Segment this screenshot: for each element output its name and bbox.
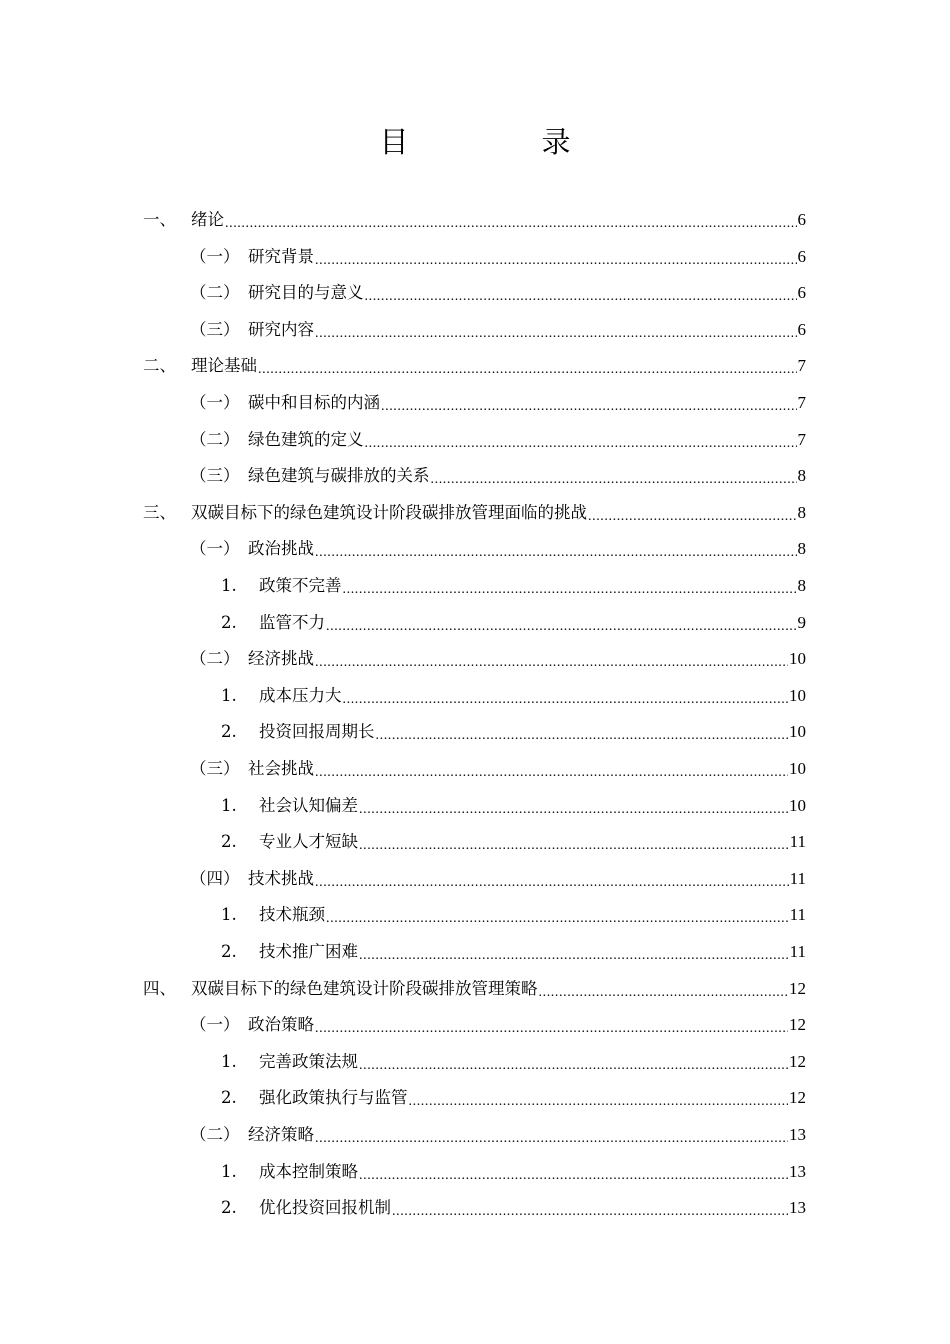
toc-entry[interactable] [190, 641, 806, 677]
dot-leader [315, 312, 797, 348]
dot-leader [539, 971, 789, 1007]
toc-entry[interactable] [143, 495, 806, 531]
dot-leader [359, 1044, 788, 1080]
toc-entry-title: 双碳目标下的绿色建筑设计阶段碳排放管理面临的挑战 [191, 502, 587, 522]
toc-entry-page: 10 [789, 649, 806, 669]
toc-entry-title: 投资回报周期长 [259, 722, 375, 742]
toc-entry-number: 1. [221, 905, 237, 925]
toc-entry-title: 绿色建筑的定义 [248, 429, 364, 449]
toc-entry-title: 社会挑战 [248, 759, 314, 778]
toc-entry-page: 8 [797, 539, 806, 559]
toc-entry[interactable] [221, 824, 806, 860]
toc-entry-number: 1. [221, 795, 237, 815]
dot-leader [315, 1117, 788, 1153]
toc-entry-number: （二） [190, 1125, 240, 1144]
toc-entry-page: 8 [797, 502, 806, 522]
toc-entry-title: 成本控制策略 [259, 1161, 358, 1181]
dot-leader [431, 458, 797, 494]
toc-entry-page: 13 [789, 1198, 806, 1218]
toc-entry-number: （一） [190, 393, 240, 412]
dot-leader [359, 1154, 788, 1190]
toc-entry-page: 10 [789, 722, 806, 742]
toc-entry-page: 11 [789, 868, 806, 888]
toc-entry-page: 6 [797, 210, 806, 229]
toc-entry-title: 政治策略 [248, 1015, 314, 1035]
toc-entry-title: 研究内容 [248, 319, 314, 339]
toc-entry-number: 三、 [143, 502, 176, 522]
toc-entry-number: 1. [221, 576, 237, 595]
dot-leader [359, 788, 788, 824]
toc-entry-number: 一、 [143, 210, 176, 229]
toc-entry-title: 技术瓶颈 [259, 905, 325, 925]
toc-entry[interactable] [190, 312, 806, 348]
dot-leader [588, 495, 797, 531]
toc-entry[interactable] [190, 1117, 806, 1153]
dot-leader [225, 202, 797, 238]
toc-entry[interactable] [143, 202, 806, 238]
dot-leader [326, 605, 797, 641]
toc-entry-number: 2. [221, 612, 237, 632]
dot-leader [381, 385, 797, 421]
toc-entry-number: （三） [190, 759, 240, 778]
toc-entry-page: 13 [789, 1161, 806, 1181]
toc-entry-title: 政策不完善 [259, 576, 342, 595]
toc-entry[interactable] [190, 239, 806, 275]
toc-entry-page: 12 [789, 1051, 806, 1071]
toc-entry-page: 12 [789, 1015, 806, 1035]
toc-entry-title: 理论基础 [191, 356, 257, 376]
toc-entry-title: 双碳目标下的绿色建筑设计阶段碳排放管理策略 [191, 978, 538, 998]
toc-entry[interactable] [221, 1154, 806, 1190]
toc-entry[interactable] [221, 678, 806, 714]
toc-entry[interactable] [221, 714, 806, 750]
toc-entry-page: 7 [797, 356, 806, 376]
toc-entry-page: 8 [797, 576, 806, 595]
toc-entry-number: 2. [221, 1198, 237, 1218]
dot-leader [315, 531, 797, 567]
toc-entry-page: 12 [789, 1088, 806, 1108]
dot-leader [359, 934, 789, 970]
dot-leader [359, 824, 789, 860]
toc-entry[interactable] [190, 422, 806, 458]
toc-entry-title: 强化政策执行与监管 [259, 1088, 408, 1108]
toc-entry-page: 7 [797, 429, 806, 449]
toc-entry-title: 技术挑战 [248, 868, 314, 888]
dot-leader [315, 1007, 788, 1043]
dot-leader [409, 1080, 789, 1116]
toc-entry-page: 12 [789, 978, 806, 998]
toc-entry-number: 1. [221, 1161, 237, 1181]
toc-entry-number: 1. [221, 685, 237, 705]
toc-entry-page: 10 [789, 759, 806, 778]
page-title: 目 录 [379, 125, 623, 159]
toc-entry-number: 2. [221, 832, 237, 852]
dot-leader [392, 1190, 788, 1226]
toc-entry-number: 2. [221, 942, 237, 961]
toc-entry-page: 13 [789, 1125, 806, 1144]
toc-entry-page: 7 [797, 393, 806, 412]
toc-entry-title: 绿色建筑与碳排放的关系 [248, 466, 430, 486]
toc-entry[interactable] [143, 971, 806, 1007]
dot-leader [343, 568, 797, 604]
dot-leader [365, 275, 797, 311]
toc-entry[interactable] [190, 275, 806, 311]
toc-entry[interactable] [221, 934, 806, 970]
toc-entry-number: （三） [190, 319, 240, 339]
toc-entry-title: 经济策略 [248, 1125, 314, 1144]
toc-entry[interactable] [190, 458, 806, 494]
dot-leader [258, 348, 797, 384]
toc-entry-number: （二） [190, 429, 240, 449]
toc-entry-number: （二） [190, 649, 240, 669]
dot-leader [315, 751, 788, 787]
toc-entry[interactable] [221, 788, 806, 824]
toc-entry[interactable] [221, 1044, 806, 1080]
toc-entry-number: 2. [221, 1088, 237, 1108]
dot-leader [326, 897, 789, 933]
toc-entry-title: 政治挑战 [248, 539, 314, 559]
toc-entry-page: 6 [797, 283, 806, 303]
dot-leader [315, 861, 789, 897]
toc-entry-page: 9 [797, 612, 806, 632]
toc-entry[interactable] [190, 531, 806, 567]
toc-entry-title: 社会认知偏差 [259, 795, 358, 815]
toc-entry-page: 11 [789, 905, 806, 925]
toc-entry[interactable] [221, 897, 806, 933]
toc-entry[interactable] [190, 385, 806, 421]
toc-entry-title: 碳中和目标的内涵 [248, 393, 380, 412]
toc-entry-number: （四） [190, 868, 240, 888]
toc-entry-title: 优化投资回报机制 [259, 1198, 391, 1218]
toc-entry[interactable] [221, 1080, 806, 1116]
toc-entry-number: （三） [190, 466, 240, 486]
toc-entry[interactable] [190, 861, 806, 897]
toc-entry-title: 绪论 [191, 210, 224, 229]
toc-entry-page: 11 [789, 832, 806, 852]
toc-entry-page: 11 [789, 942, 806, 961]
toc-entry-title: 完善政策法规 [259, 1051, 358, 1071]
toc-entry-title: 技术推广困难 [259, 942, 358, 961]
toc-entry-title: 成本压力大 [259, 685, 342, 705]
toc-entry[interactable] [221, 1190, 806, 1226]
toc-entry-number: （二） [190, 283, 240, 303]
toc-entry-title: 经济挑战 [248, 649, 314, 669]
toc-entry[interactable] [221, 605, 806, 641]
dot-leader [315, 239, 797, 275]
dot-leader [343, 678, 789, 714]
toc-entry-page: 10 [789, 795, 806, 815]
toc-entry-page: 10 [789, 685, 806, 705]
dot-leader [315, 641, 788, 677]
toc-entry-title: 监管不力 [259, 612, 325, 632]
toc-entry[interactable] [221, 568, 806, 604]
toc-entry-title: 研究目的与意义 [248, 283, 364, 303]
toc-entry-page: 8 [797, 466, 806, 486]
toc-entry-number: 2. [221, 722, 237, 742]
toc-entry-page: 6 [797, 319, 806, 339]
toc-entry-number: （一） [190, 1015, 240, 1035]
toc-entry-number: （一） [190, 539, 240, 559]
toc-entry-title: 研究背景 [248, 246, 314, 266]
toc-entry-number: 1. [221, 1051, 237, 1071]
toc-entry[interactable] [143, 348, 806, 384]
toc-entry-number: （一） [190, 246, 240, 266]
toc-entry-number: 四、 [143, 978, 176, 998]
toc-entry-title: 专业人才短缺 [259, 832, 358, 852]
toc-entry-page: 6 [797, 246, 806, 266]
dot-leader [365, 422, 797, 458]
toc-entry-number: 二、 [143, 356, 176, 376]
toc-entry[interactable] [190, 1007, 806, 1043]
toc-entry[interactable] [190, 751, 806, 787]
dot-leader [376, 714, 789, 750]
